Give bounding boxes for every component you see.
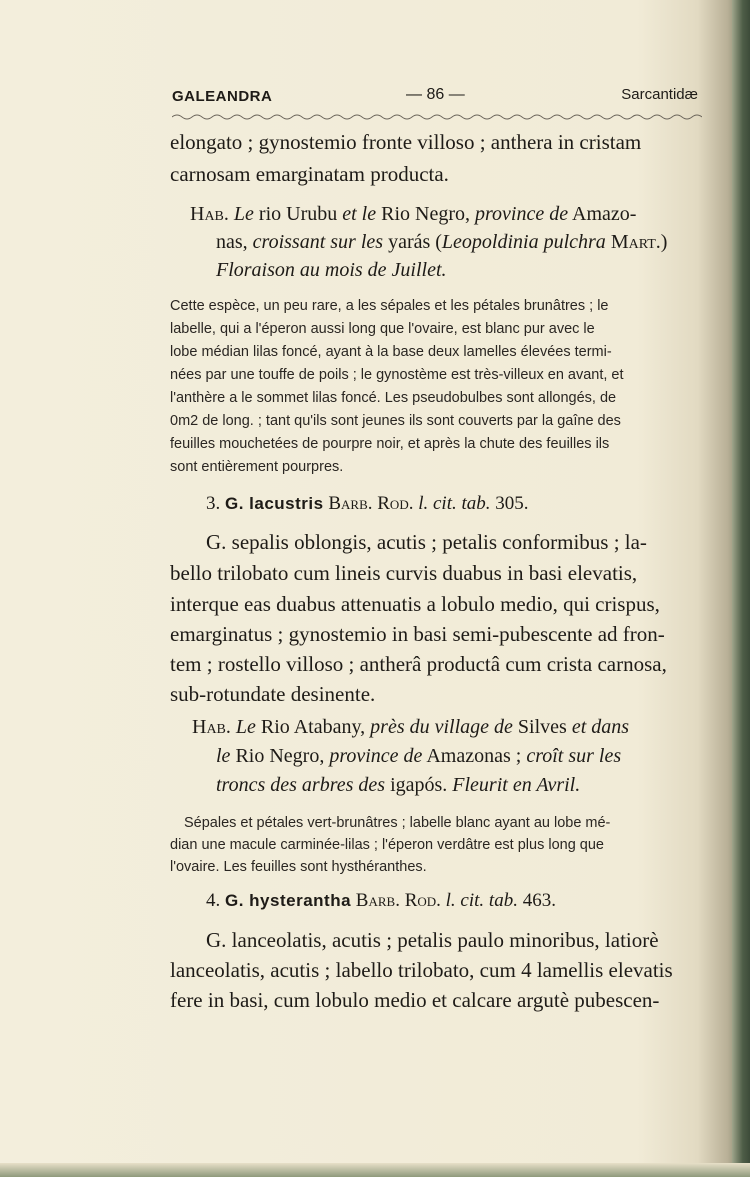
hab-label: Hab. <box>192 716 231 738</box>
habitat-text: Mart.) <box>610 231 668 253</box>
habitat-text: près du village de <box>370 716 513 738</box>
species-reference: l. cit. tab. <box>418 493 491 514</box>
habitat-line <box>216 231 667 254</box>
description-line: l'ovaire. Les feuilles sont hysthéranthes. <box>170 859 427 875</box>
habitat-text: et le <box>342 203 377 225</box>
habitat-line: Floraison au mois de Juillet. <box>216 259 447 281</box>
habitat-text: Rio Negro, <box>381 203 470 225</box>
latin-description-line: interque eas duabus attenuatis a lobulo medio, qui crispus, <box>170 592 660 616</box>
habitat-text: Rio Atabany, <box>260 716 366 738</box>
species-number: 3. <box>206 493 221 514</box>
latin-description-line: bello trilobato cum lineis curvis duabus in basi elevatis, <box>170 561 638 585</box>
species-number: 4. <box>206 890 221 911</box>
running-family: Sarcantidæ <box>621 86 698 103</box>
species-name: G. lacustris <box>225 494 324 513</box>
description-line: feuilles mouchetées de pourpre noir, et après la chute des feuilles ils <box>170 436 610 452</box>
species-plate: 305. <box>495 493 529 514</box>
running-header <box>172 86 702 108</box>
book-spine-shadow <box>732 0 750 1177</box>
habitat-text: nas, <box>216 231 248 253</box>
description-line: 0m2 de long. ; tant qu'ils sont jeunes ils sont couverts par la gaîne des <box>170 413 621 429</box>
habitat-text: yarás ( <box>388 231 442 253</box>
habitat-text: Amazonas ; <box>426 745 522 767</box>
description-line: Sépales et pétales vert-brunâtres ; labelle blanc ayant au lobe mé- <box>184 815 611 831</box>
latin-description-line: sub-rotundate desinente. <box>170 682 376 706</box>
description-line: nées par une touffe de poils ; le gynostème est très-villeux en avant, et <box>170 367 624 383</box>
text-line: elongato ; gynostemio fronte villoso ; anthera in cristam <box>170 130 642 154</box>
habitat-text: le <box>216 745 231 767</box>
latin-description-line: tem ; rostello villoso ; antherâ productâ cum crista carnosa, <box>170 652 667 676</box>
habitat-text: Amazo- <box>572 203 637 225</box>
habitat-text: Leopoldinia pulchra <box>441 231 606 253</box>
habitat-text: troncs des arbres des <box>216 774 386 796</box>
description-line: lobe médian lilas foncé, ayant à la base deux lamelles élevées termi- <box>170 344 612 360</box>
latin-description-line: emarginatus ; gynostemio in basi semi-pubescente ad fron- <box>170 622 665 646</box>
habitat-text: croît sur les <box>526 745 622 767</box>
habitat-text: rio Urubu <box>258 203 338 225</box>
habitat-text: Silves <box>517 716 567 738</box>
latin-description-line: G. sepalis oblongis, acutis ; petalis conformibus ; la- <box>206 530 647 554</box>
species-author: Barb. Rod. <box>328 493 414 514</box>
habitat-text: province de <box>475 203 569 225</box>
description-line: Cette espèce, un peu rare, a les sépales et les pétales brunâtres ; le <box>170 298 609 314</box>
text-line: carnosam emarginatam producta. <box>170 162 449 186</box>
species-plate: 463. <box>522 890 556 911</box>
species-reference: l. cit. tab. <box>445 890 518 911</box>
habitat-line <box>216 745 621 768</box>
habitat-text: Le <box>233 203 254 225</box>
habitat-line <box>216 774 580 797</box>
latin-description-line: G. lanceolatis, acutis ; petalis paulo minoribus, latiorè <box>206 928 659 952</box>
habitat-text: et dans <box>571 716 630 738</box>
hab-label: Hab. <box>190 203 229 225</box>
habitat-text: croissant sur les <box>252 231 384 253</box>
habitat-text: igapós. <box>390 774 448 796</box>
latin-description-line: fere in basi, cum lobulo medio et calcare argutè pubescen- <box>170 988 660 1012</box>
page-number: — 86 — <box>406 86 465 103</box>
habitat-line <box>190 203 636 226</box>
page-bottom-edge <box>0 1163 750 1177</box>
habitat-text: Le <box>235 716 256 738</box>
species-heading <box>206 493 529 515</box>
species-author: Barb. Rod. <box>355 890 441 911</box>
species-name: G. hysterantha <box>225 891 352 910</box>
habitat-text: province de <box>329 745 423 767</box>
description-line: labelle, qui a l'éperon aussi long que l'ovaire, est blanc pur avec le <box>170 321 595 337</box>
description-line: sont entièrement pourpres. <box>170 459 344 475</box>
habitat-text: Rio Negro, <box>235 745 325 767</box>
latin-description-line: lanceolatis, acutis ; labello trilobato, cum 4 lamellis elevatis <box>170 958 673 982</box>
habitat-line <box>192 716 629 739</box>
description-line: l'anthère a le sommet lilas foncé. Les pseudobulbes sont allongés, de <box>170 390 617 406</box>
wavy-header-rule <box>172 108 702 116</box>
habitat-text: Fleurit en Avril. <box>452 774 581 796</box>
description-line: dian une macule carminée-lilas ; l'éperon verdâtre est plus long que <box>170 837 604 853</box>
species-heading <box>206 890 556 912</box>
running-title: GALEANDRA <box>172 88 273 105</box>
wavy-rule-icon <box>172 113 702 121</box>
